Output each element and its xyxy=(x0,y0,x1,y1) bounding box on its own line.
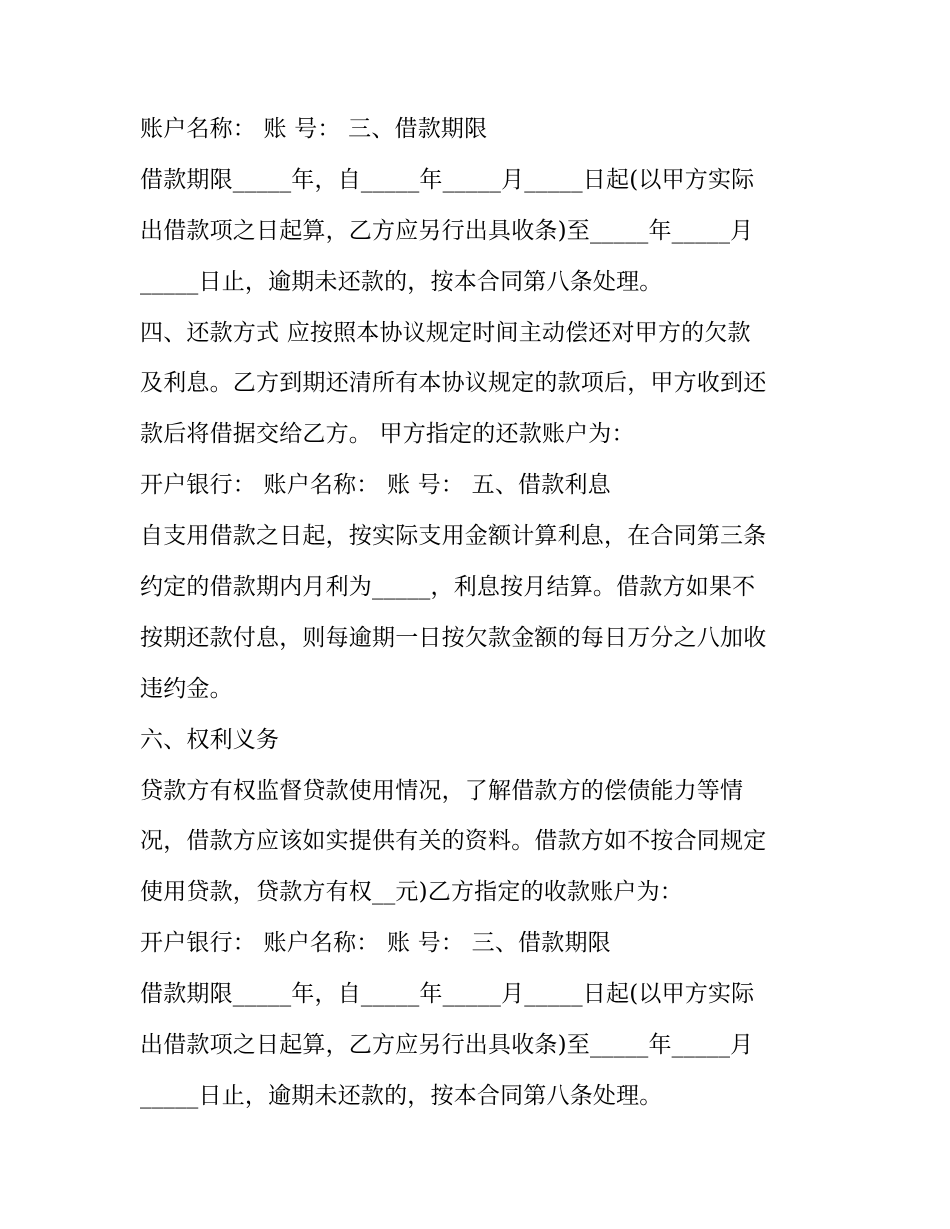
text-line: 违约金。 xyxy=(140,675,233,702)
text-line: 账户名称： 账 号： 三、借款期限 xyxy=(140,116,488,142)
text-line: 自支用借款之日起，按实际支用金额计算利息，在合同第三条 xyxy=(140,523,767,550)
text-line: 开户银行： 账户名称： 账 号： 三、借款期限 xyxy=(140,930,611,957)
text-line: 贷款方有权监督贷款使用情况，了解借款方的偿债能力等情 xyxy=(140,777,744,804)
text-line: 出借款项之日起算，乙方应另行出具收条)至_____年_____月 xyxy=(140,217,754,244)
text-line: 开户银行： 账户名称： 账 号： 五、借款利息 xyxy=(140,472,611,499)
text-line: 况，借款方应该如实提供有关的资料。借款方如不按合同规定 xyxy=(140,828,767,855)
text-line: 借款期限_____年，自_____年_____月_____日起(以甲方实际 xyxy=(140,166,755,193)
text-line: _____日止，逾期未还款的，按本合同第八条处理。 xyxy=(140,1082,663,1109)
text-line: 款后将借据交给乙方。 甲方指定的还款账户为： xyxy=(140,421,635,448)
text-line: 出借款项之日起算，乙方应另行出具收条)至_____年_____月 xyxy=(140,1032,754,1059)
text-line: 约定的借款期内月利为_____，利息按月结算。借款方如果不 xyxy=(140,574,756,601)
text-line: 按期还款付息，则每逾期一日按欠款金额的每日万分之八加收 xyxy=(140,624,767,651)
document-body xyxy=(140,104,820,1122)
section-heading: 六、权利义务 xyxy=(140,726,280,753)
text-line: 四、还款方式 应按照本协议规定时间主动偿还对甲方的欠款 xyxy=(140,319,751,346)
text-line: _____日止，逾期未还款的，按本合同第八条处理。 xyxy=(140,268,663,295)
text-line: 借款期限_____年，自_____年_____月_____日起(以甲方实际 xyxy=(140,981,755,1008)
text-line: 使用贷款，贷款方有权__元)乙方指定的收款账户为： xyxy=(140,879,683,906)
text-line: 及利息。乙方到期还清所有本协议规定的款项后，甲方收到还 xyxy=(140,370,767,397)
